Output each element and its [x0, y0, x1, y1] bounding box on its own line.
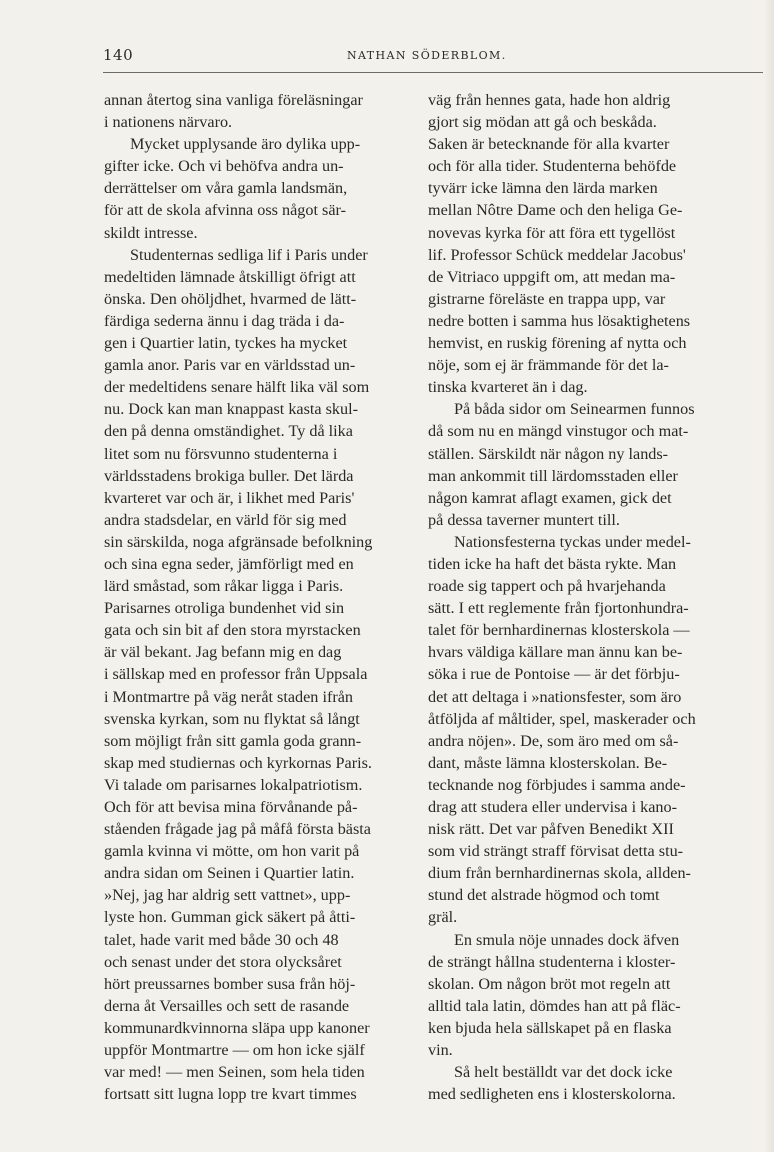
text-line: färdiga sederna ännu i dag träda i da-	[104, 311, 345, 330]
text-line: fortsatt sitt lugna lopp tre kvart timmes	[104, 1085, 357, 1104]
text-line: önska. Den ohöljdhet, hvarmed de lätt-	[104, 289, 357, 308]
text-line: Saken är betecknande för alla kvarter	[428, 135, 670, 154]
text-line: i nationens närvaro.	[104, 113, 233, 132]
text-line: novevas kyrka för att föra ett tygellöst	[428, 223, 676, 242]
text-line: Studenternas sedliga lif i Paris under	[130, 245, 368, 264]
text-line: världsstadens brokiga buller. Det lärda	[104, 466, 354, 485]
text-line: i sällskap med en professor från Uppsala	[104, 665, 368, 684]
text-line: derrättelser om våra gamla landsmän,	[104, 179, 348, 198]
text-line: är väl bekant. Jag befann mig en dag	[104, 643, 342, 662]
text-line: och senast under det stora olycksåret	[104, 952, 342, 971]
text-line: litet som nu försvunno studenterna i	[104, 444, 338, 463]
running-head: NATHAN SÖDERBLOM.	[347, 49, 507, 62]
page-header	[103, 46, 763, 72]
text-line: stund det alstrade högmod och tomt	[428, 886, 660, 905]
page-number: 140	[103, 46, 134, 64]
text-line: skolan. Om någon bröt mot regeln att	[428, 974, 671, 993]
text-line: ställen. Särskildt när någon ny lands-	[428, 444, 669, 463]
text-line: skildt intresse.	[104, 223, 198, 242]
text-line: ken bjuda hela sällskapet på en flaska	[428, 1018, 672, 1037]
text-line: vin.	[428, 1041, 453, 1060]
text-line: nöje, som ej är främmande för det la-	[428, 356, 669, 375]
text-line: nu. Dock kan man knappast kasta skul-	[104, 400, 358, 419]
text-line: tinska kvarteret än i dag.	[428, 378, 588, 397]
text-line: väg från hennes gata, hade hon aldrig	[428, 91, 671, 109]
page-edge-shadow	[764, 0, 774, 1152]
text-line: som möjligt från sitt gamla goda grann-	[104, 731, 362, 750]
text-line: sätt. I ett reglemente från fjortonhundra-	[428, 599, 689, 618]
text-line: derna åt Versailles och sett de rasande	[104, 996, 350, 1015]
text-line: Parisarnes otroliga bundenhet vid sin	[104, 599, 345, 618]
text-line: annan återtog sina vanliga föreläsningar	[104, 91, 363, 109]
text-line: i Montmartre på väg neråt staden ifrån	[104, 687, 354, 706]
text-line: En smula nöje unnades dock äfven	[454, 930, 680, 949]
text-line: andra stadsdelar, en värld för sig med	[104, 510, 347, 529]
text-line: sin särskilda, noga afgränsade befolkning	[104, 532, 373, 551]
text-line: för att de skola afvinna oss något sär-	[104, 201, 346, 220]
text-line: Vi talade om parisarnes lokalpatriotism.	[104, 775, 363, 794]
text-line: gräl.	[428, 908, 458, 927]
text-column-left	[104, 89, 409, 1105]
text-line: som vid strängt straff förvisat detta stu-	[428, 842, 684, 861]
text-line: hvars väldiga källare man ännu kan be-	[428, 643, 683, 662]
text-line: kommunardkvinnorna släpa upp kanoner	[104, 1018, 370, 1037]
text-line: hemvist, en ruskig förening af nytta och	[428, 334, 687, 353]
text-line: söka i rue de Pontoise — är det förbju-	[428, 665, 680, 684]
text-line: lif. Professor Schück meddelar Jacobus'	[428, 245, 686, 264]
text-column-right	[428, 89, 763, 1105]
text-line: och sina egna seder, jämförligt med en	[104, 554, 354, 573]
text-line: andra sidan om Seinen i Quartier latin.	[104, 864, 355, 883]
text-line: lärd småstad, som råkar ligga i Paris.	[104, 577, 344, 596]
text-line: talet för bernhardinernas klosterskola —	[428, 621, 690, 640]
text-line: den på denna omständighet. Ty då lika	[104, 422, 353, 441]
text-line: Och för att bevisa mina förvånande på-	[104, 798, 358, 816]
text-line: gamla anor. Paris var en världsstad un-	[104, 356, 356, 375]
text-line: svenska kyrkan, som nu flyktat så långt	[104, 709, 360, 728]
text-line: alltid tala latin, dömdes han att på fläc-	[428, 996, 681, 1015]
text-line: Så helt beställdt var det dock icke	[454, 1063, 673, 1082]
text-line: på dessa taverner muntert till.	[428, 510, 620, 529]
text-line: roade sig tappert och på hvarjehanda	[428, 577, 666, 596]
text-line: de Vitriaco uppgift om, att medan ma-	[428, 267, 676, 286]
text-line: På båda sidor om Seinearmen funnos	[454, 400, 695, 419]
text-line: nedre botten i samma hus lösaktighetens	[428, 311, 691, 330]
text-line: gistrarne föreläste en trappa upp, var	[428, 289, 666, 308]
text-line: mellan Nôtre Dame och den heliga Ge-	[428, 201, 683, 220]
text-line: gen i Quartier latin, tyckes ha mycket	[104, 334, 348, 353]
text-line: åtföljda af måltider, spel, maskerader och	[428, 709, 696, 728]
text-line: der medeltidens senare hälft lika väl som	[104, 378, 370, 397]
text-line: gamla kvinna vi mötte, om hon varit på	[104, 842, 360, 861]
text-line: gifter icke. Och vi behöfva andra un-	[104, 157, 344, 176]
text-line: det att deltaga i »nationsfester, som äro	[428, 687, 682, 706]
text-line: skap med studiernas och kyrkornas Paris.	[104, 753, 372, 772]
text-line: ståenden frågade jag på måfå första bästa	[104, 820, 371, 839]
text-line: dant, måste lämna klosterskolan. Be-	[428, 753, 668, 772]
text-line: med sedligheten ens i klosterskolorna.	[428, 1085, 676, 1104]
text-line: Nationsfesterna tyckas under medel-	[454, 532, 691, 551]
text-line: någon kamrat aflagt examen, gick det	[428, 488, 672, 507]
text-line: då som nu en mängd vinstugor och mat-	[428, 422, 689, 441]
text-line: uppför Montmartre — om hon icke själf	[104, 1041, 365, 1060]
text-line: tecknande nog förbjudes i samma ande-	[428, 775, 686, 794]
text-line: gjort sig mödan att gå och beskåda.	[428, 113, 657, 132]
text-line: man ankommit till lärdomsstaden eller	[428, 466, 678, 485]
text-line: nisk rätt. Det var påfven Benedikt XII	[428, 820, 674, 839]
text-line: lyste hon. Gumman gick säkert på åtti-	[104, 908, 356, 927]
text-line: dium från bernhardinernas skola, allden-	[428, 864, 691, 883]
text-line: tiden icke ha haft det bästa rykte. Man	[428, 554, 677, 573]
text-line: tyvärr icke lämna den lärda marken	[428, 179, 658, 198]
text-line: andra nöjen». De, som äro med om så-	[428, 731, 679, 750]
text-line: »Nej, jag har aldrig sett vattnet», upp-	[104, 886, 351, 905]
text-line: och för alla tider. Studenterna behöfde	[428, 157, 677, 176]
text-line: gata och sin bit af den stora myrstacken	[104, 621, 361, 640]
text-line: kvarteret var och är, i likhet med Paris'	[104, 488, 355, 507]
text-line: drag att studera eller undervisa i kano-	[428, 798, 678, 816]
header-rule	[103, 72, 763, 73]
text-line: Mycket upplysande äro dylika upp-	[130, 135, 361, 154]
text-line: de strängt hållna studenterna i kloster-	[428, 952, 676, 971]
text-line: medeltiden lämnade åtskilligt öfrigt att	[104, 267, 356, 286]
text-line: hört preussarnes bomber susa från höj-	[104, 974, 356, 993]
text-line: talet, hade varit med både 30 och 48	[104, 930, 339, 949]
text-line: var med! — men Seinen, som hela tiden	[104, 1063, 365, 1082]
